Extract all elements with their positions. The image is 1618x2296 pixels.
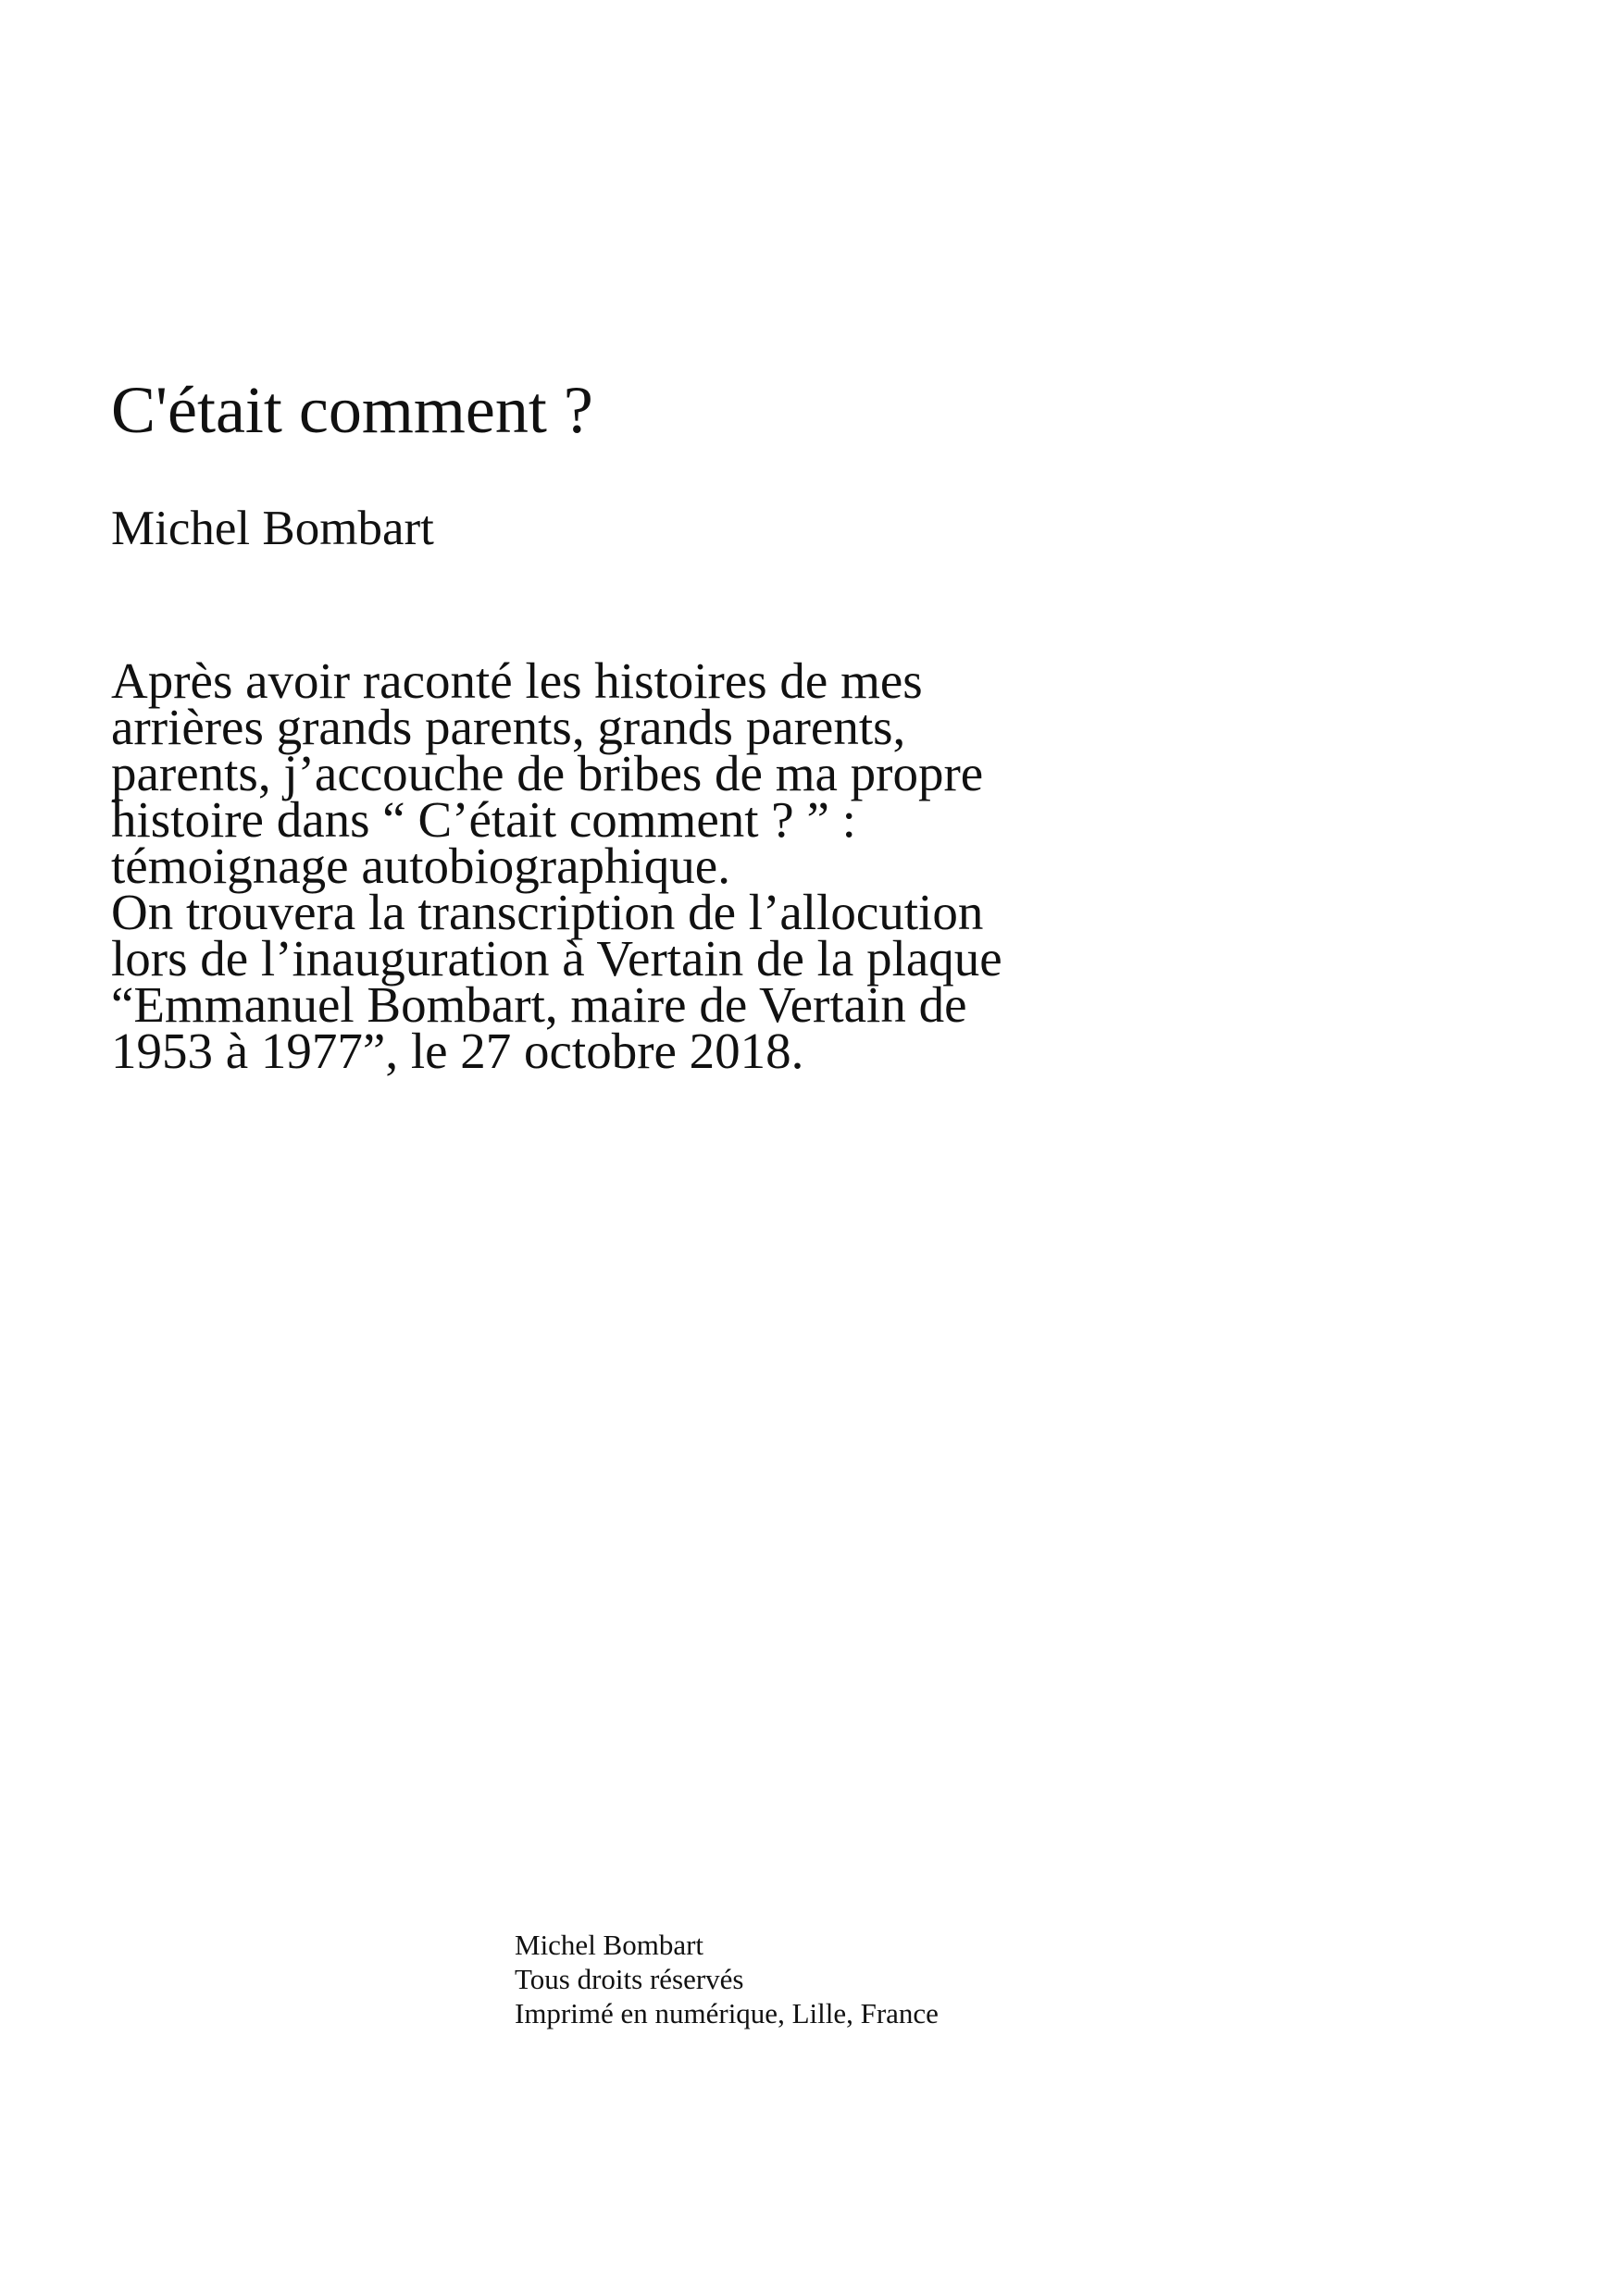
colophon-author: Michel Bombart <box>515 1929 704 1961</box>
colophon-rights: Tous droits réservés <box>515 1963 744 1995</box>
blurb-line: arrières grands parents, grands parents, <box>111 699 906 755</box>
blurb-line: lors de l’inauguration à Vertain de la plaque <box>111 930 1002 987</box>
colophon <box>515 1928 939 2030</box>
back-cover-blurb <box>111 652 1222 1079</box>
document-author: Michel Bombart <box>111 502 434 555</box>
blurb-line: parents, j’accouche de bribes de ma propre <box>111 745 984 801</box>
blurb-line: témoignage autobiographique. <box>111 838 730 894</box>
colophon-printing: Imprimé en numérique, Lille, France <box>515 1997 939 2029</box>
blurb-line: Après avoir raconté les histoires de mes <box>111 652 923 709</box>
blurb-line: histoire dans “ C’était comment ? ” : <box>111 791 856 848</box>
blurb-line: 1953 à 1977”, le 27 octobre 2018. <box>111 1023 804 1079</box>
document-title: C'était comment ? <box>111 373 593 447</box>
blurb-line: On trouvera la transcription de l’allocution <box>111 884 984 940</box>
blurb-line: “Emmanuel Bombart, maire de Vertain de <box>111 976 967 1033</box>
